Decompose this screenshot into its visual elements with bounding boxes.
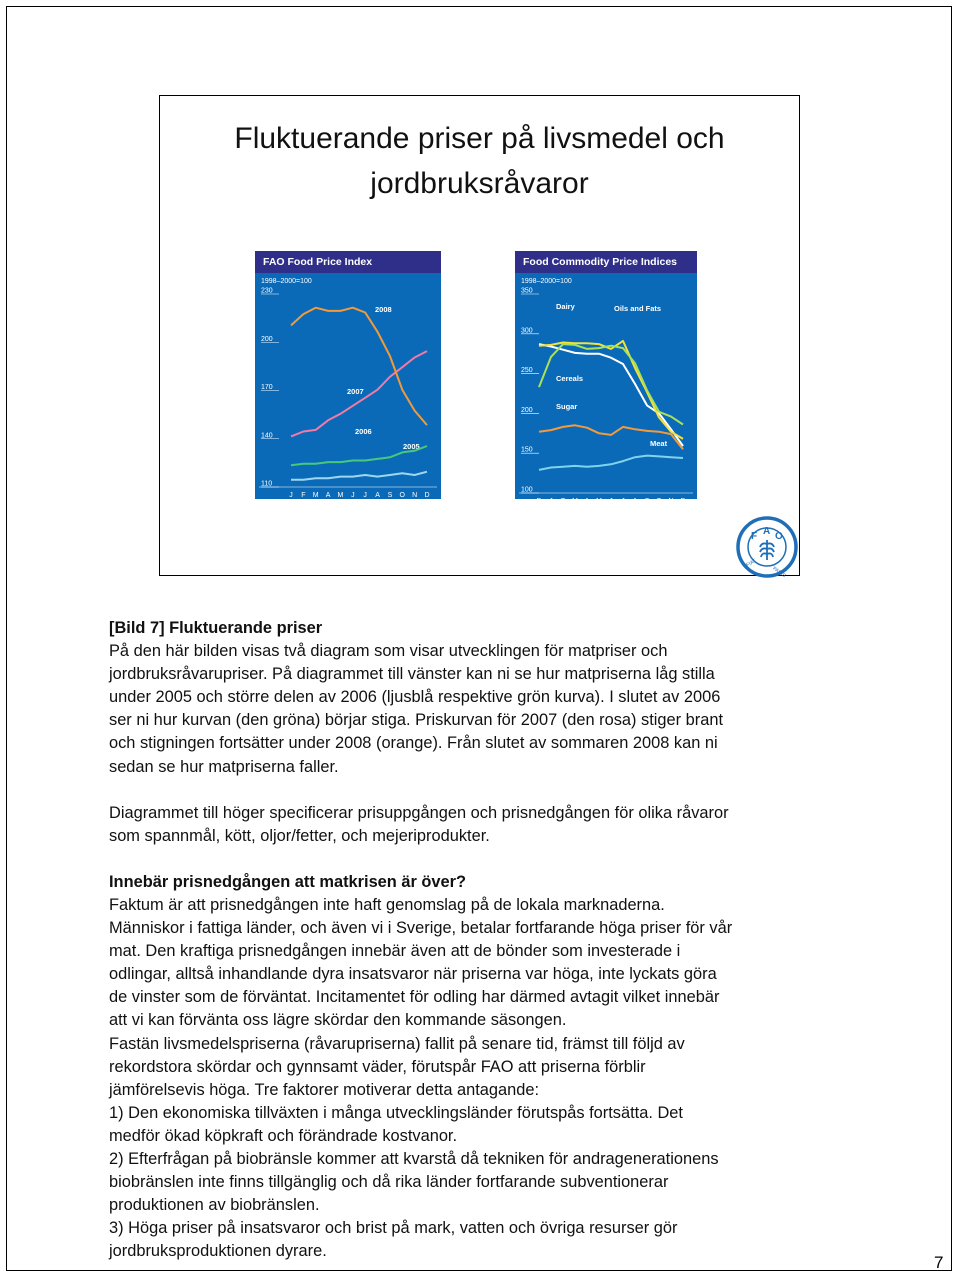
text-line: 2) Efterfrågan på biobränsle kommer att kvarstå då tekniken för andragenerationens: [109, 1149, 719, 1168]
y-tick-label: 200: [261, 335, 273, 343]
text-line: produktionen av biobränslen.: [109, 1196, 320, 1215]
series-label: Meat: [650, 439, 668, 448]
x-tick-label: O: [399, 492, 405, 499]
x-tick-label: A: [632, 498, 638, 505]
food-price-index-plot: [255, 273, 441, 499]
y-tick-label: 170: [261, 384, 273, 391]
x-tick-label: M: [312, 492, 319, 499]
slide: [159, 95, 800, 580]
svg-text:F: F: [751, 531, 758, 542]
series-label: 2008: [375, 305, 392, 314]
x-tick-label: F: [301, 492, 306, 499]
y-tick-label: 100: [521, 486, 533, 494]
x-axis-label: 2007/08: [598, 508, 624, 515]
text-line: jordbruksproduktionen dyrare.: [109, 1242, 327, 1261]
series-label: Cereals: [556, 374, 584, 383]
x-tick-label: S: [387, 492, 393, 499]
text-line: odlingar, alltså inhandlande dyra insatsvaror när priserna var höga, inte lyckats göra: [109, 965, 717, 984]
series-line-cereals: [539, 344, 683, 424]
series-label: 2007: [347, 387, 364, 396]
x-tick-label: M: [337, 492, 344, 499]
page-number: 7: [934, 1253, 944, 1272]
x-tick-label: J: [351, 492, 355, 499]
series-label: 2005: [403, 442, 420, 451]
x-tick-label: J: [289, 492, 293, 499]
chart-title: FAO Food Price Index: [255, 251, 441, 273]
x-tick-label: J: [549, 498, 553, 505]
x-tick-label: J: [363, 492, 367, 499]
paragraph-1: [109, 640, 869, 779]
x-tick-label: M: [572, 498, 578, 505]
series-label: 2006: [355, 427, 372, 436]
y-tick-label: 150: [521, 446, 533, 454]
x-tick-label: F: [560, 498, 566, 505]
y-tick-label: 110: [261, 480, 273, 488]
text-line: och stigningen fortsätter under 2008 (orange). Från slutet av sommaren 2008 kan ni: [109, 734, 718, 753]
y-tick-label: 250: [521, 367, 533, 375]
series-line-2005: [291, 472, 427, 480]
text-line: Faktum är att prisnedgången inte haft genomslag på de lokala marknaderna.: [109, 895, 665, 914]
chart-subtitle: 1998–2000=100: [261, 278, 312, 285]
text-line: jämförelsevis höga. Tre faktorer motiverar detta antagande:: [109, 1080, 540, 1099]
text-line: Diagrammet till höger specificerar prisuppgången och prisnedgången för olika råvaror: [109, 803, 729, 822]
x-tick-label: N: [412, 492, 418, 499]
text-line: 3) Höga priser på insatsvaror och brist på mark, vatten och övriga resurser gör: [109, 1219, 678, 1238]
svg-text:FIAT: FIAT: [745, 558, 758, 569]
x-tick-label: J: [621, 498, 625, 505]
x-tick-label: A: [325, 492, 331, 499]
text-line: ser ni hur kurvan (den gröna) börjar stiga. Priskurvan för 2007 (den rosa) stiger brant: [109, 711, 724, 730]
y-tick-label: 350: [521, 287, 533, 295]
y-tick-label: 200: [521, 406, 533, 414]
x-tick-label: N: [668, 498, 674, 505]
x-tick-label: M: [596, 498, 602, 505]
y-tick-label: 300: [521, 327, 533, 335]
chart-title: Food Commodity Price Indices: [515, 251, 697, 273]
series-line-2008: [291, 308, 427, 425]
fao-logo: [736, 516, 798, 578]
paragraph-2: [109, 802, 869, 848]
slide-title: [160, 116, 799, 206]
slide-title-line-1: Fluktuerande priser på livsmedel och: [234, 122, 725, 155]
series-label: Oils and Fats: [614, 304, 662, 313]
y-tick-label: 140: [261, 432, 273, 440]
svg-text:PANIS: PANIS: [771, 565, 787, 580]
text-line: mat. Den kraftiga prisnedgången innebär även att de bönder som investerade i: [109, 942, 681, 961]
text-line: att vi kan förvänta oss lägre skördar den kommande säsongen.: [109, 1011, 567, 1030]
y-tick-label: 230: [261, 287, 273, 295]
chart-subtitle: 1998–2000=100: [521, 278, 572, 285]
text-line: under 2005 och större delen av 2006 (ljusblå respektive grön kurva). I slutet av 2006: [109, 688, 721, 707]
x-tick-label: A: [584, 498, 590, 505]
series-line-oils-and-fats: [539, 341, 683, 439]
commodity-price-indices-plot: [515, 273, 697, 515]
commodity-price-indices-chart: [515, 251, 697, 515]
notes-text: [109, 617, 869, 1263]
x-tick-label: S: [644, 498, 650, 505]
x-tick-label: O: [656, 498, 662, 505]
x-tick-label: D: [536, 498, 542, 505]
text-line: 1) Den ekonomiska tillväxten i många utvecklingsländer förutspås fortsätta. Det: [109, 1103, 683, 1122]
text-line: rekordstora skördar och gynnsamt väder, förutspår FAO att priserna förblir: [109, 1057, 646, 1076]
x-tick-label: D: [680, 498, 686, 505]
series-label: Sugar: [556, 402, 578, 411]
text-line: som spannmål, kött, oljor/fetter, och mejeriprodukter.: [109, 826, 490, 845]
text-line: jordbruksråvarupriser. På diagrammet till vänster kan ni se hur matpriserna låg stilla: [109, 665, 715, 684]
food-price-index-chart: [255, 251, 441, 499]
notes-heading: [Bild 7] Fluktuerande priser: [109, 619, 323, 637]
svg-text:A: A: [763, 526, 771, 537]
text-line: Fastän livsmedelspriserna (råvarupriserna) fallit på senare tid, främst till följd av: [109, 1034, 685, 1053]
slide-title-line-2: jordbruksråvaror: [370, 167, 589, 200]
text-line: sedan se hur matpriserna faller.: [109, 757, 339, 776]
x-tick-label: J: [609, 498, 613, 505]
text-line: de vinster som de förväntat. Incitamentet för odling har därmed avtagit vilket innebär: [109, 988, 720, 1007]
text-line: biobränslen inte finns tillgänglig och då rika länder fortfarande subventionerar: [109, 1173, 669, 1192]
x-tick-label: D: [424, 492, 430, 499]
text-line: Människor i fattiga länder, och även vi i Sverige, betalar fortfarande höga priser för vår: [109, 919, 733, 938]
series-label: Dairy: [556, 302, 575, 311]
series-line-dairy: [539, 344, 683, 446]
series-line-meat: [539, 456, 683, 470]
x-tick-label: A: [375, 492, 380, 499]
paragraph-3: [109, 894, 869, 1264]
text-line: På den här bilden visas två diagram som visar utvecklingen för matpriser och: [109, 642, 668, 661]
question-heading: Innebär prisnedgången att matkrisen är över?: [109, 872, 467, 891]
svg-text:O: O: [775, 531, 783, 542]
text-line: medför ökad köpkraft och förändrade kostvanor.: [109, 1126, 458, 1145]
